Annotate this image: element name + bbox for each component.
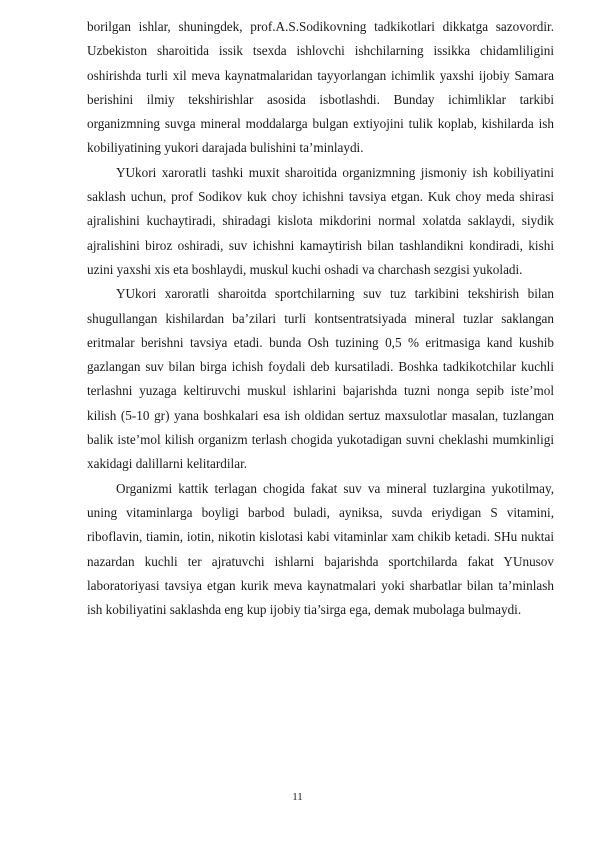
page-number: 11 xyxy=(292,791,303,803)
paragraph-vitamins: Organizmi kattik terlagan chogida fakat suv va mineral tuzlargina yukotilmay, uning vitaminlarga boyligi barbod buladi, ayniksa, suvda eriydigan S vitamini, riboflavin, tiamin, iotin, nikotin kislotasi kabi vitaminlar xam chikib ketadi. SHu nuktai nazardan kuchli ter ajratuvchi ishlarni bajarishda sportchilarda fakat YUnusov laboratoriyasi tavsiya etgan kurik meva kaynatmalari yoki sharbatlar bilan ta’minlash ish kobiliyatini saklashda eng kup ijobiy tia’sirga ega, demak mubolaga bulmaydi. xyxy=(87,480,554,618)
paragraph-continuation: borilgan ishlar, shuningdek, prof.A.S.Sodikovning tadkikotlari dikkatga sazovordir. Uzbekiston sharoitida issik tsexda ishlovchi ishchilarning issikka chidamliligini oshirishda turli xil meva kaynatmalaridan tayyorlangan ichimlik yaxshi ijobiy Samara berishini ilmiy tekshirishlar asosida isbotlashdi. Bunday ichimliklar tarkibi organizmning suvga mineral moddalarga bulgan extiyojini tulik koplab, kishilarda ish kobiliyatining yukori darajada bulishini ta’minlaydi. xyxy=(87,19,554,156)
page-body xyxy=(87,15,554,622)
paragraph-green-tea: YUkori xaroratli tashki muxit sharoitida organizmning jismoniy ish kobiliyatini saklash uchun, prof Sodikov kuk choy ichishni tavsiya etgan. Kuk choy meda shirasi ajralishini kuchaytiradi, shiradagi kislota mikdorini normal xolatda saklaydi, siydik ajralishini biroz oshiradi, suv ichishni kamaytirish bilan tashlandikni kondiradi, kishi uzini yaxshi xis eta boshlaydi, muskul kuchi oshadi va charchash sezgisi yukoladi. xyxy=(87,164,554,277)
paragraph-mineral-salts: YUkori xaroratli sharoitda sportchilarning suv tuz tarkibini tekshirish bilan shugullangan kishilardan ba’zilari turli kontsentratsiyada mineral tuzlar saklangan eritmalar berishni tavsiya etadi. bunda Osh tuzining 0,5 % eritmasiga kand kushib gazlangan suv bilan birga ichish foydali deb kursatiladi. Boshka tadkikotchilar kuchli terlashni yuzaga keltiruvchi muskul ishlarini bajarishda tuzni nonga sepib iste’mol kilish (5-10 gr) yana boshkalari esa ish oldidan sertuz maxsulotlar masalan, tuzlangan balik iste’mol kilish organizm terlash chogida yukotadigan suvni cheklashi mumkinligi xakidagi dalillarni kelitardilar. xyxy=(87,286,554,472)
